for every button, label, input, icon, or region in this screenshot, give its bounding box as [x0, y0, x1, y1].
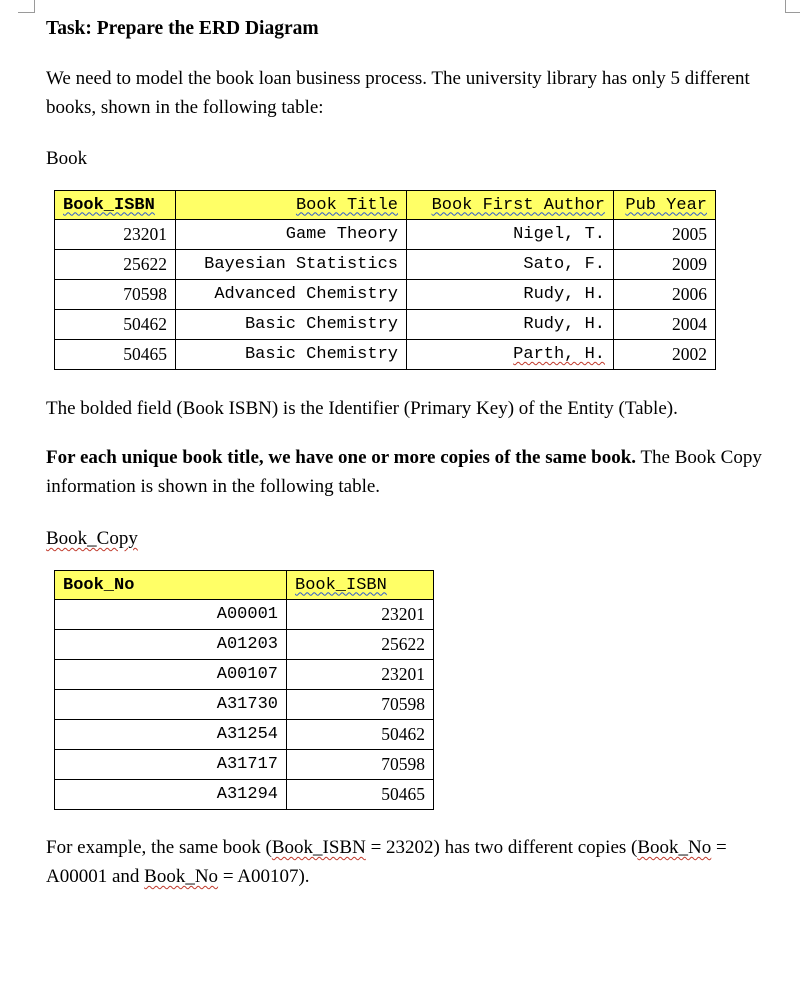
cell-year: 2009 [614, 250, 716, 280]
table-row [55, 630, 434, 660]
cell-title: Game Theory [176, 220, 407, 250]
book-table-header-row [55, 191, 716, 220]
header-copy-isbn: Book_ISBN [287, 571, 434, 600]
cell-isbn: 70598 [55, 280, 176, 310]
intro-paragraph: We need to model the book loan business process. The university library has only 5 different books, shown in the following table: [46, 68, 750, 118]
example-field-isbn: Book_ISBN [271, 837, 366, 858]
cell-year: 2004 [614, 310, 716, 340]
cell-book-no: A00107 [55, 660, 287, 690]
table-row [55, 750, 434, 780]
book-copy-table [54, 570, 434, 810]
cell-copy-isbn: 23201 [287, 660, 434, 690]
copy-note [46, 443, 788, 501]
cell-title: Basic Chemistry [176, 340, 407, 370]
cell-copy-isbn: 23201 [287, 600, 434, 630]
copy-table-label-text: Book_Copy [46, 528, 138, 549]
author-name: Parth, H. [513, 345, 605, 364]
cell-copy-isbn: 50465 [287, 780, 434, 810]
task-title: Task: Prepare the ERD Diagram [46, 18, 319, 39]
copy-note-bold: For each unique book title, we have one or more copies of the same book. [46, 447, 637, 468]
cell-isbn: 50465 [55, 340, 176, 370]
example-paragraph [46, 833, 788, 891]
example-text-1: For example, the same book ( [46, 837, 272, 858]
cell-author: Sato, F. [407, 250, 614, 280]
cell-book-no: A31254 [55, 720, 287, 750]
cell-copy-isbn: 70598 [287, 690, 434, 720]
cell-year: 2005 [614, 220, 716, 250]
table-row [55, 690, 434, 720]
cell-book-no: A00001 [55, 600, 287, 630]
page-corner-mark-right [785, 0, 800, 13]
cell-book-no: A31730 [55, 690, 287, 720]
example-field-book-no-1: Book_No [637, 837, 712, 858]
example-text-3: = A00001 and [46, 837, 727, 887]
example-text-4: = A00107). [218, 866, 310, 887]
cell-copy-isbn: 50462 [287, 720, 434, 750]
table-row [55, 660, 434, 690]
cell-copy-isbn: 70598 [287, 750, 434, 780]
table-row [55, 310, 716, 340]
cell-author: Rudy, H. [407, 310, 614, 340]
book-table [54, 190, 716, 370]
table-row [55, 600, 434, 630]
cell-title: Basic Chemistry [176, 310, 407, 340]
example-text-2: = 23202) has two different copies ( [365, 837, 638, 858]
example-field-book-no-2: Book_No [144, 866, 219, 887]
table-row [55, 720, 434, 750]
cell-year: 2006 [614, 280, 716, 310]
cell-author [407, 340, 614, 370]
cell-title: Advanced Chemistry [176, 280, 407, 310]
cell-year: 2002 [614, 340, 716, 370]
book-table-label: Book [46, 148, 88, 169]
copy-table-header-row [55, 571, 434, 600]
cell-author: Nigel, T. [407, 220, 614, 250]
copy-table-label [46, 524, 138, 553]
header-book-first-author: Book First Author [407, 191, 614, 220]
cell-copy-isbn: 25622 [287, 630, 434, 660]
cell-isbn: 50462 [55, 310, 176, 340]
header-book-title: Book Title [176, 191, 407, 220]
cell-isbn: 25622 [55, 250, 176, 280]
page-corner-mark-left [18, 0, 35, 13]
cell-book-no: A01203 [55, 630, 287, 660]
header-book-no: Book_No [55, 571, 287, 600]
table-row [55, 780, 434, 810]
table-row [55, 280, 716, 310]
cell-book-no: A31294 [55, 780, 287, 810]
table-row [55, 340, 716, 370]
identifier-note: The bolded field (Book ISBN) is the Identifier (Primary Key) of the Entity (Table). [46, 398, 678, 419]
table-row [55, 250, 716, 280]
cell-book-no: A31717 [55, 750, 287, 780]
header-pub-year: Pub Year [614, 191, 716, 220]
cell-title: Bayesian Statistics [176, 250, 407, 280]
copy-note-rest: The Book Copy information is shown in the following table. [46, 447, 762, 497]
table-row [55, 220, 716, 250]
cell-author: Rudy, H. [407, 280, 614, 310]
header-book-isbn: Book_ISBN [55, 191, 176, 220]
cell-isbn: 23201 [55, 220, 176, 250]
